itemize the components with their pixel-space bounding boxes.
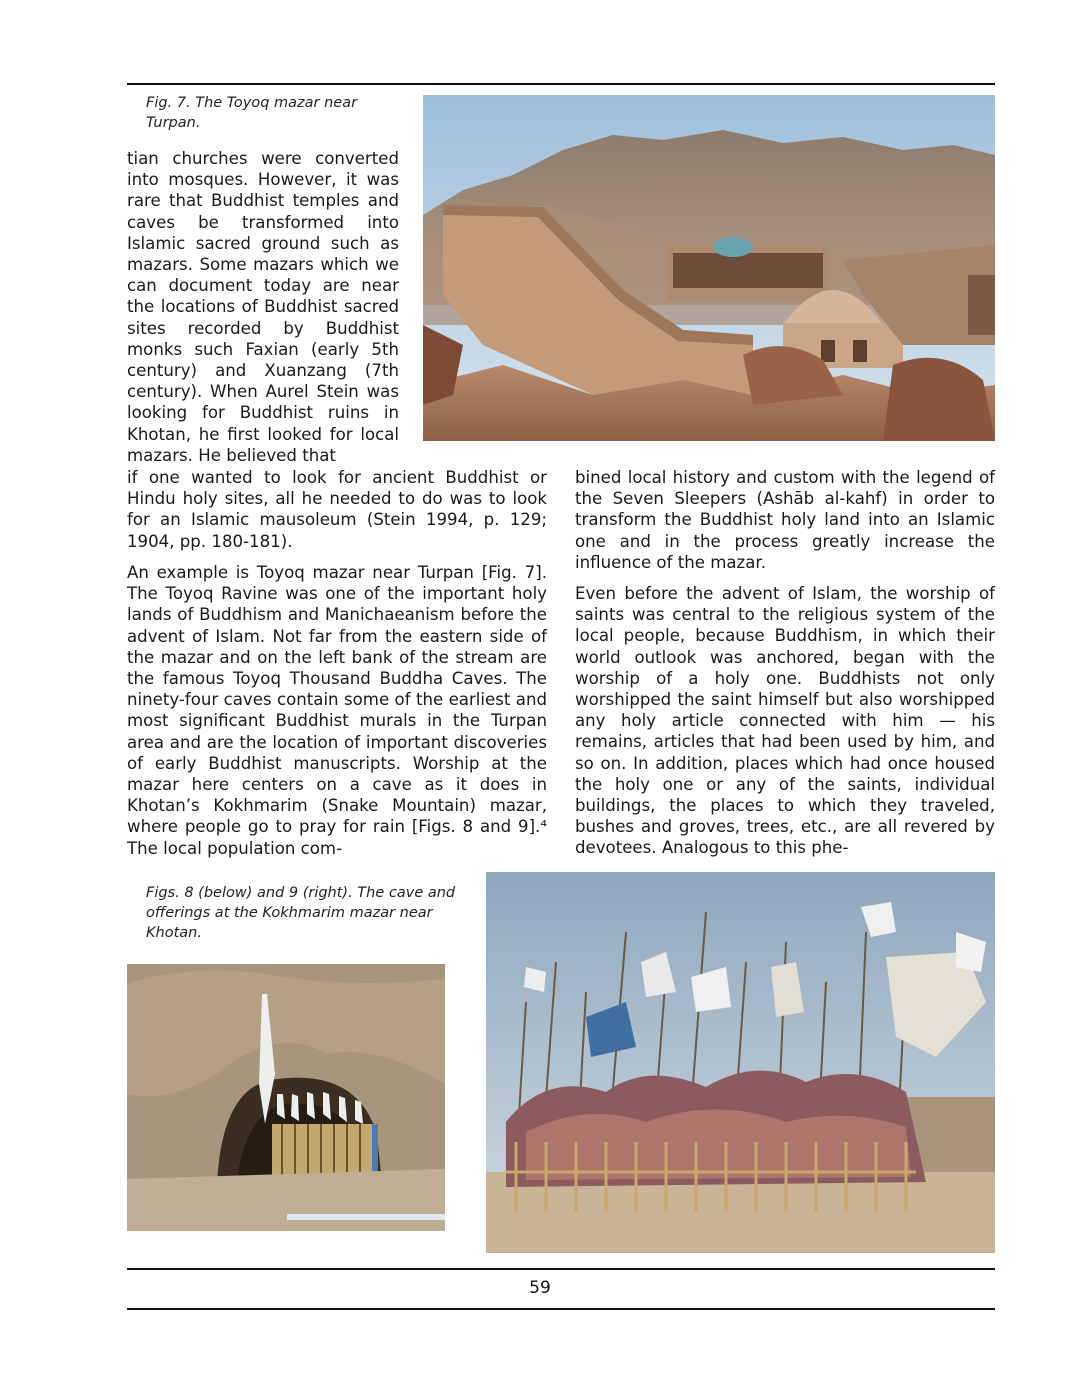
body-text-p1-end: if one wanted to look for ancient Buddhist or Hindu holy sites, all he needed to do was to look for an Islamic mausoleum (Stein 1994, p. 129; 1904, pp. 180-181). — [127, 468, 547, 551]
fig8-photo-cave — [127, 964, 445, 1231]
figs89-caption: Figs. 8 (below) and 9 (right). The cave and offerings at the Kokhmarim mazar near Khotan. — [146, 885, 456, 941]
footer-rule-top — [127, 1268, 995, 1270]
fig7-caption: Fig. 7. The Toyoq mazar near Turpan. — [146, 95, 358, 131]
fig7-photo-toyoq-mazar — [423, 95, 995, 441]
top-rule — [127, 83, 995, 85]
body-text-right-p2: Even before the advent of Islam, the worship of saints was central to the religious system of the local people, because Buddhism, in which their world outlook was anchored, began with the worship of a holy one. Buddhists not only worshipped the saint himself but also worshipped any holy article connected with him — his remains, articles that had been used by him, and so on. In addition, places which had once housed the holy one or any of the saints, individual buildings, the places to which they traveled, bushes and groves, trees, etc., are all revered by devotees. Analogous to this phe- — [575, 584, 995, 858]
fig9-photo-offerings — [486, 872, 995, 1253]
right-p1-text: bined local history and custom with the legend of the Seven Sleepers (Ashāb al-kahf) in order to transform the Buddhist holy land into an Islamic one and in the process greatly increase the influence of the mazar. — [575, 468, 995, 572]
footer-rule-bottom — [127, 1308, 995, 1310]
page-number: 59 — [529, 1278, 551, 1298]
body-text-right-p1 — [575, 467, 995, 573]
body-text-wrap: tian churches were converted into mosques. However, it was rare that Buddhist temples and caves be transformed into Islamic sacred ground such as mazars. Some mazars which we can document today are near the locations of Buddhist sacred sites recorded by Buddhist monks such Faxian (early 5th century) and Xuanzang (7th century). When Aurel Stein was looking for Buddhist ruins in Khotan, he first looked for local mazars. He believed that — [127, 149, 399, 465]
body-text-p2: An example is Toyoq mazar near Turpan [Fig. 7]. The Toyoq Ravine was one of the important holy lands of Buddhism and Manichaeanism before the advent of Islam. Not far from the eastern side of the mazar and on the left bank of the stream are the famous Toyoq Thousand Buddha Caves. The ninety-four caves contain some of the earliest and most significant Buddhist murals in the Turpan area and are the location of important discoveries of early Buddhist manuscripts. Worship at the mazar here centers on a cave as it does in Khotan’s Kokhmarim (Snake Mountain) mazar, where people go to pray for rain [Figs. 8 and 9].⁴ The local population com- — [127, 563, 547, 858]
